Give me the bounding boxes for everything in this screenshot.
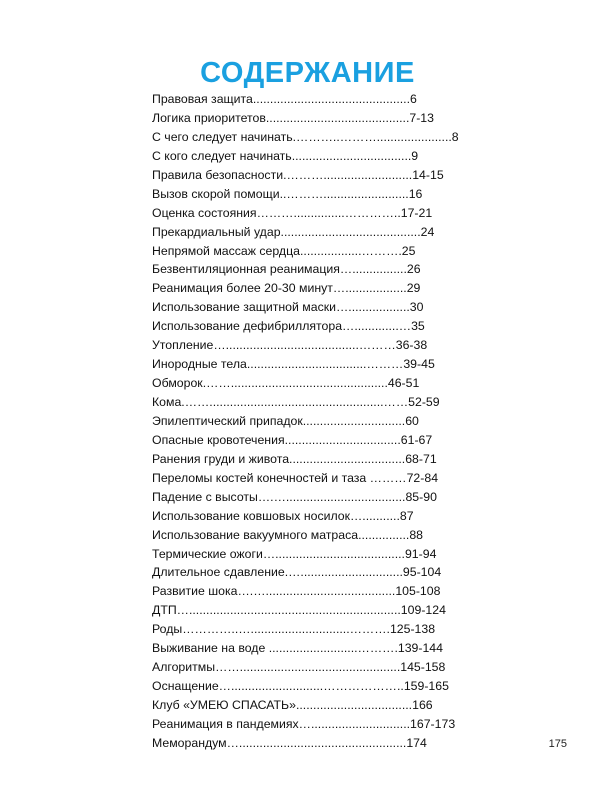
toc-entry: С чего следует начинать.………..………......................8	[152, 129, 459, 144]
toc-entry: Логика приоритетов..........................................7-13	[152, 110, 434, 125]
toc-entry: Утопление….......................................………36-38	[152, 338, 428, 353]
toc-entry: Использование вакуумного матраса...............88	[152, 527, 423, 542]
toc-entry: Использование ковшовых носилок…...........87	[152, 508, 414, 523]
toc-entry: Прекардиальный удар.........................................24	[152, 224, 435, 239]
toc-entry: Использование дефибриллятора….............…35	[152, 319, 425, 334]
toc-entry: Использование защитной маски…..................30	[152, 300, 424, 315]
toc-entry: Вызов скорой помощи..……….........................16	[152, 186, 423, 201]
toc-entry: Падение с высоты….…...................................85-90	[152, 489, 437, 504]
toc-entry: Реанимация более 20-30 минут…..................29	[152, 281, 421, 296]
toc-entry: Термические ожоги…......................................91-94	[152, 546, 437, 561]
toc-entry: Опасные кровотечения..................................61-67	[152, 432, 433, 447]
toc-entry: Правовая защита..............................................6	[152, 92, 417, 106]
toc-entry: Длительное сдавление.…..............................95-104	[152, 565, 442, 580]
toc-entry: Безвентиляционная реанимация…................26	[152, 262, 421, 277]
toc-entry: Выживание на воде ..........................……….139-144	[152, 641, 443, 656]
toc-entry: Меморандум….................................................174	[152, 735, 427, 750]
toc-entry: С кого следует начинать...................................9	[152, 148, 419, 163]
page-number: 175	[548, 738, 567, 750]
table-of-contents	[152, 90, 482, 753]
toc-entry: Обморок.……..............................................46-51	[152, 376, 420, 391]
toc-entry: Оснащение…...........................………………..159-165	[152, 679, 449, 694]
toc-entry: Переломы костей конечностей и таза ………72-84	[152, 470, 439, 485]
toc-entry: Инородные тела...................................………39-45	[152, 357, 435, 372]
page-title: СОДЕРЖАНИЕ	[200, 57, 415, 90]
toc-entry: Алгоритмы……...............................................145-158	[152, 660, 446, 675]
toc-entry: Оценка состояния………...............…………..17-21	[152, 205, 433, 220]
toc-entry: Развитие шока….…......................................105-108	[152, 584, 441, 599]
toc-entry: Роды…………..….............................……….125-138	[152, 622, 436, 637]
toc-entry: Правила безопасности.………..........................14-15	[152, 167, 444, 182]
toc-entry: Реанимация в пандемиях….............................167-173	[152, 716, 456, 731]
toc-entry: Непрямой массаж сердца..................……….25	[152, 243, 416, 258]
toc-entry: Эпилептический припадок..............................60	[152, 413, 419, 428]
toc-entry: Ранения груди и живота..................................68-71	[152, 451, 437, 466]
toc-entry: ДТП…..............................................................109-124	[152, 603, 446, 618]
toc-entry: Кома.……...................................................……52-59	[152, 395, 440, 409]
toc-entry: Клуб «УМЕЮ СПАСАТЬ»..................................166	[152, 698, 433, 712]
